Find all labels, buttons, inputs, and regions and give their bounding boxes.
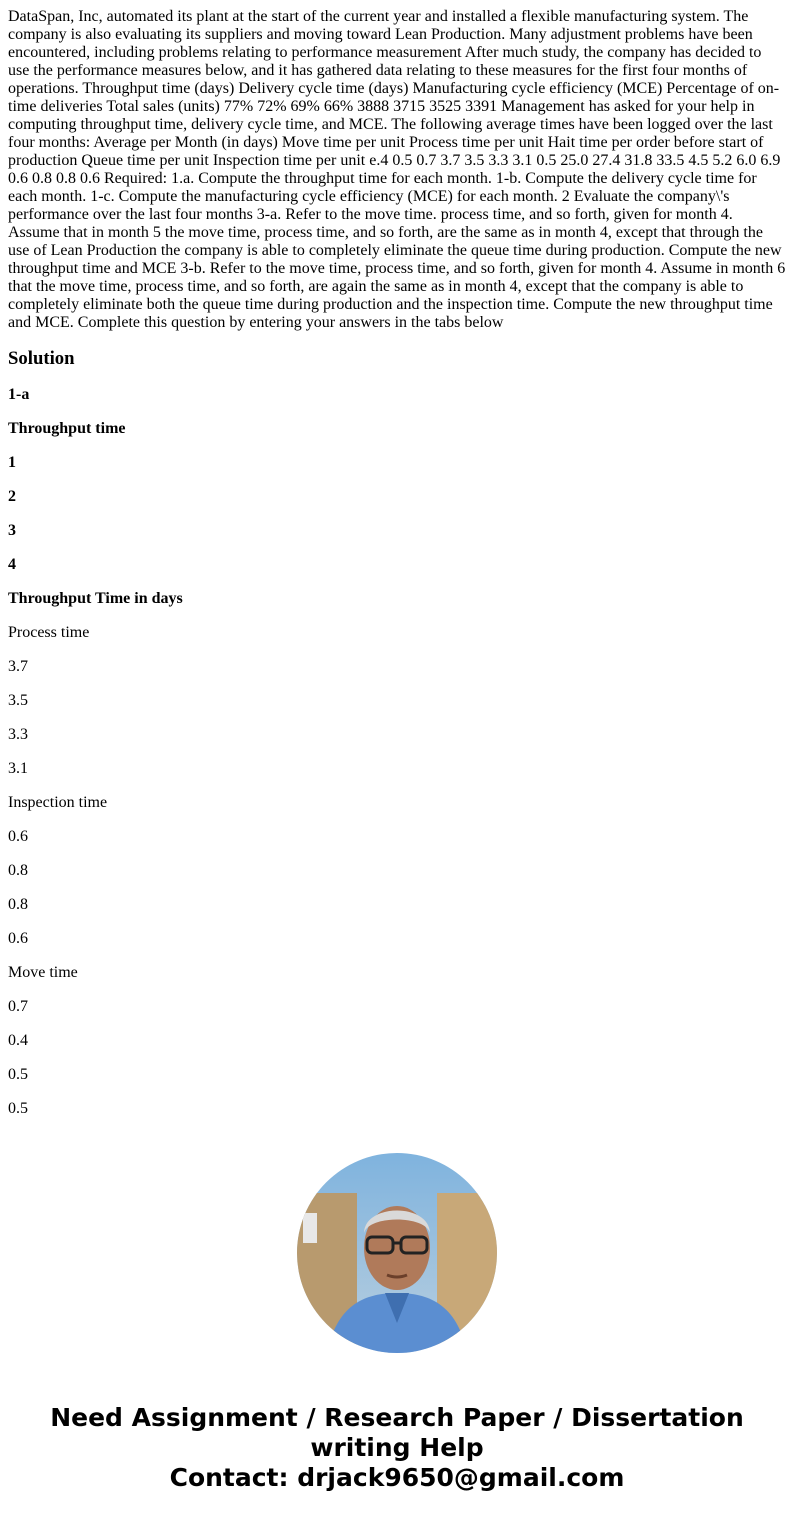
row-label: Move time — [8, 964, 78, 981]
document-body — [8, 8, 786, 1118]
row-value: 0.5 — [8, 1100, 28, 1117]
row-value: 3.7 — [8, 658, 28, 675]
promo-line: writing Help — [310, 1433, 484, 1462]
month-label: 4 — [8, 556, 16, 573]
row-label: Inspection time — [8, 794, 108, 811]
row-value: 0.8 — [8, 862, 28, 879]
promo-contact: Contact: drjack9650@gmail.com — [169, 1463, 625, 1492]
row-value: 0.4 — [8, 1032, 28, 1049]
question-text: DataSpan, Inc, automated its plant at the start of the current year and installed a flexible manufacturing system. The company is also evaluating its suppliers and moving toward Lean Production. Many adjustment problems have been encountered, including problems relating to performance measurement After much study, the company has decided to use the performance measures below, and it has gathered data relating to these measures for the first four months of operations. Throughput time (days) Delivery cycle time (days) Manufacturing cycle efficiency (MCE) Percentage of on-time deliveries Total sales (units) 77% 72% 69% 66% 3888 3715 3525 3391 Management has asked for your help in computing throughput time, delivery cycle time, and MCE. The following average times have been logged over the last four months: Average per Month (in days) Move time per unit Process time per unit Hait time per order before start of production Queue time per unit Inspection time per unit e.4 0.5 0.7 3.7 3.5 3.3 3.1 0.5 25.0 27.4 31.8 33.5 4.5 5.2 6.0 6.9 0.6 0.8 0.8 0.6 Required: 1.a. Compute the throughput time for each month. 1-b. Compute the delivery cycle time for each month. 1-c. Compute the manufacturing cycle efficiency (MCE) for each month. 2 Evaluate the company\'s performance over the last four months 3-a. Refer to the move time. process time, and so forth, given for month 4. Assume that in month 5 the move time, process time, and so forth, are the same as in month 4, except that through the use of Lean Production the company is able to completely eliminate the queue time during production. Compute the new throughput time and MCE 3-b. Refer to the move time, process time, and so forth, given for month 4. Assume in month 6 that the move time, process time, and so forth, are again the same as in month 4, except that the company is able to completely eliminate both the queue time during production and the inspection time. Compute the new throughput time and MCE. Complete this question by entering your answers in the tabs below — [8, 8, 786, 331]
row-value: 3.5 — [8, 692, 28, 709]
part-subtitle: Throughput time — [8, 420, 126, 437]
promo-line: Need Assignment / Research Paper / Dissertation — [50, 1403, 744, 1432]
month-label: 2 — [8, 488, 16, 505]
author-avatar — [297, 1153, 497, 1353]
row-value: 0.6 — [8, 930, 28, 947]
month-label: 1 — [8, 454, 16, 471]
part-label: 1-a — [8, 386, 30, 403]
row-value: 0.6 — [8, 828, 28, 845]
solution-title: Solution — [8, 348, 75, 369]
author-photo-icon — [297, 1153, 497, 1353]
row-value: 3.1 — [8, 760, 28, 777]
row-value: 0.8 — [8, 896, 28, 913]
row-label: Process time — [8, 624, 90, 641]
row-value: 0.5 — [8, 1066, 28, 1083]
table-heading: Throughput Time in days — [8, 590, 183, 607]
promo-banner — [0, 1403, 794, 1493]
row-value: 0.7 — [8, 998, 28, 1015]
row-value: 3.3 — [8, 726, 28, 743]
month-label: 3 — [8, 522, 16, 539]
